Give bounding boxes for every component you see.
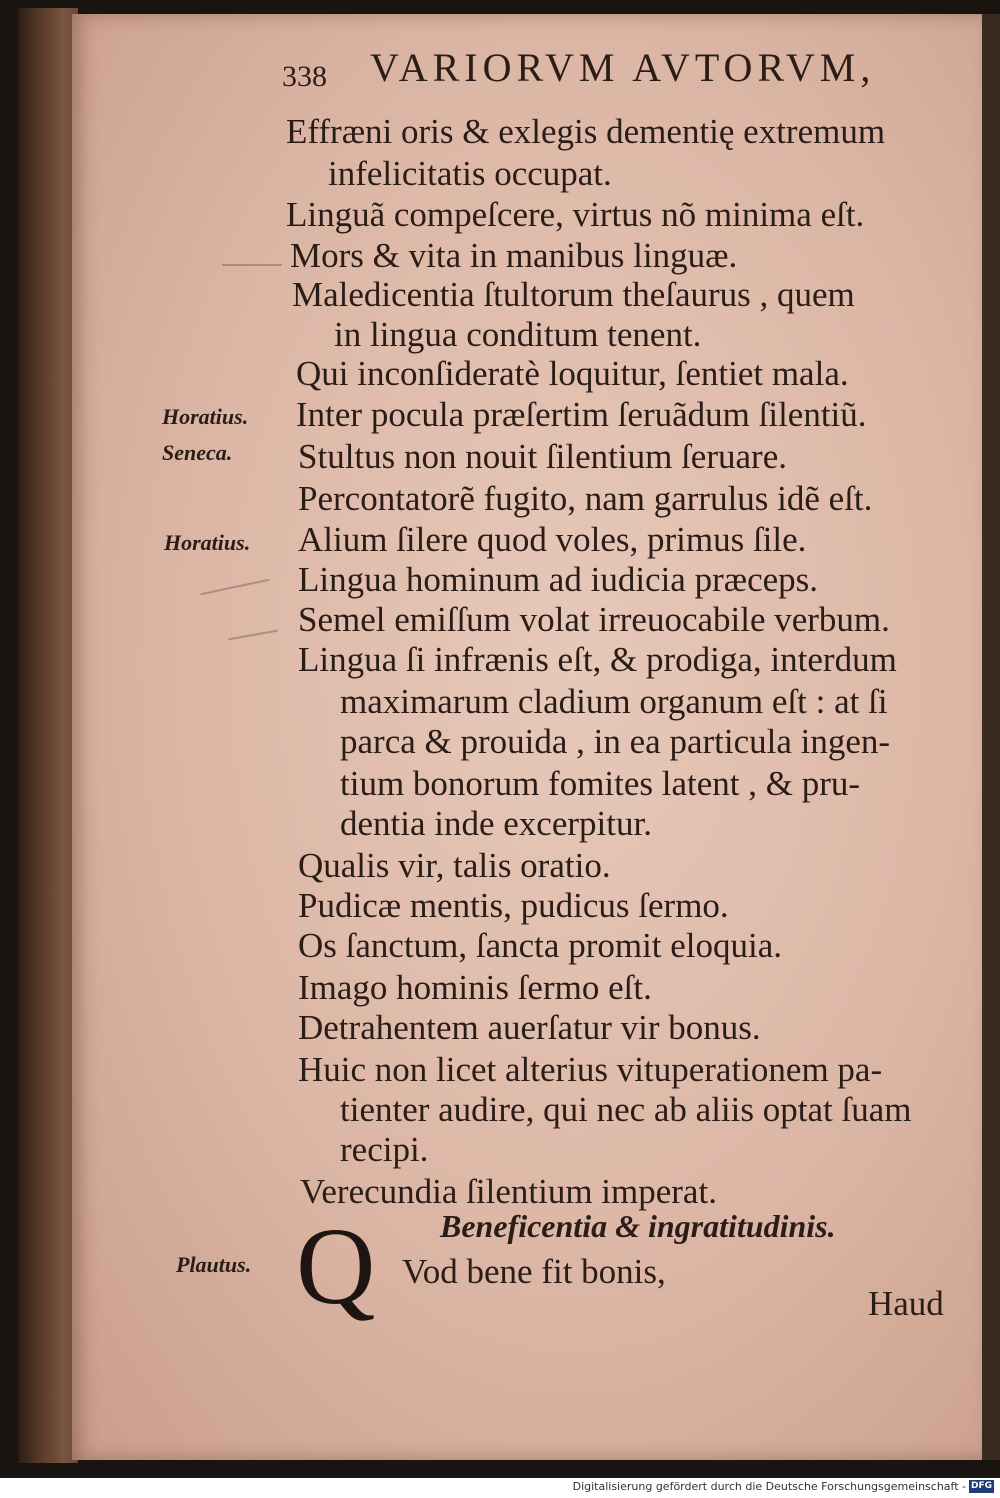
text-line: in lingua conditum tenent. xyxy=(334,315,702,354)
text-line: Alium ſilere quod voles, primus ſile. xyxy=(298,520,807,559)
text-line: Inter pocula præſertim ſeruãdum ſilentiũ. xyxy=(296,395,867,434)
page-right-edge xyxy=(982,14,1000,1460)
running-title: VARIORVM AVTORVM, xyxy=(370,45,876,90)
margin-note-plautus: Plautus. xyxy=(176,1252,252,1277)
text-line: recipi. xyxy=(340,1130,429,1169)
margin-note-horatius: Horatius. xyxy=(164,530,251,555)
margin-pen-mark xyxy=(222,264,282,266)
text-line: Detrahentem auerſatur vir bonus. xyxy=(298,1008,761,1047)
text-line: Os ſanctum, ſancta promit eloquia. xyxy=(298,926,783,965)
book-binding-edge xyxy=(18,8,78,1463)
text-line: Verecundia ſilentium imperat. xyxy=(300,1172,717,1211)
text-line: Linguã compeſcere, virtus nõ minima eſt. xyxy=(286,195,865,234)
text-line: Qualis vir, talis oratio. xyxy=(298,846,611,885)
text-line: dentia inde excerpitur. xyxy=(340,804,652,843)
catchword: Haud xyxy=(868,1284,944,1323)
text-line: maximarum cladium organum eſt : at ſi xyxy=(340,682,888,721)
text-line: Stultus non nouit ſilentium ſeruare. xyxy=(298,437,787,476)
text-line: Qui inconſideratè loquitur, ſentiet mala. xyxy=(296,354,849,393)
text-line: tium bonorum fomites latent , & pru- xyxy=(340,764,861,803)
text-line: infelicitatis occupat. xyxy=(328,154,612,193)
dfg-logo: DFG xyxy=(970,1481,992,1491)
text-line: Maledicentia ſtultorum theſaurus , quem xyxy=(292,275,855,314)
text-line: Percontatorẽ fugito, nam garrulus idẽ eſt. xyxy=(298,479,873,518)
text-line: Lingua ſi infrænis eſt, & prodiga, interdum xyxy=(298,640,897,679)
footer-text: Digitalisierung gefördert durch die Deutsche Forschungsgemeinschaft - xyxy=(572,1480,966,1493)
margin-note-horatius: Horatius. xyxy=(162,404,249,429)
page-number: 338 xyxy=(282,60,327,93)
text-line: tienter audire, qui nec ab aliis optat ſuam xyxy=(340,1090,912,1129)
drop-cap: Q xyxy=(296,1205,376,1327)
section-heading: Beneficentia & ingratitudinis. xyxy=(440,1208,836,1244)
text-line: Mors & vita in manibus linguæ. xyxy=(290,236,738,275)
text-line: Imago hominis ſermo eſt. xyxy=(298,968,652,1007)
text-line: Lingua hominum ad iudicia præceps. xyxy=(298,560,819,599)
digitization-footer xyxy=(573,1480,994,1493)
section-first-line: Vod bene fit bonis, xyxy=(402,1252,666,1291)
text-line: Semel emiſſum volat irreuocabile verbum. xyxy=(298,600,890,639)
text-line: Pudicæ mentis, pudicus ſermo. xyxy=(298,886,729,925)
text-line: Huic non licet alterius vituperationem pa- xyxy=(298,1050,883,1089)
text-line: Effræni oris & exlegis dementię extremum xyxy=(286,112,886,151)
margin-note-seneca: Seneca. xyxy=(162,440,233,465)
text-line: parca & prouida , in ea particula ingen- xyxy=(340,722,891,761)
